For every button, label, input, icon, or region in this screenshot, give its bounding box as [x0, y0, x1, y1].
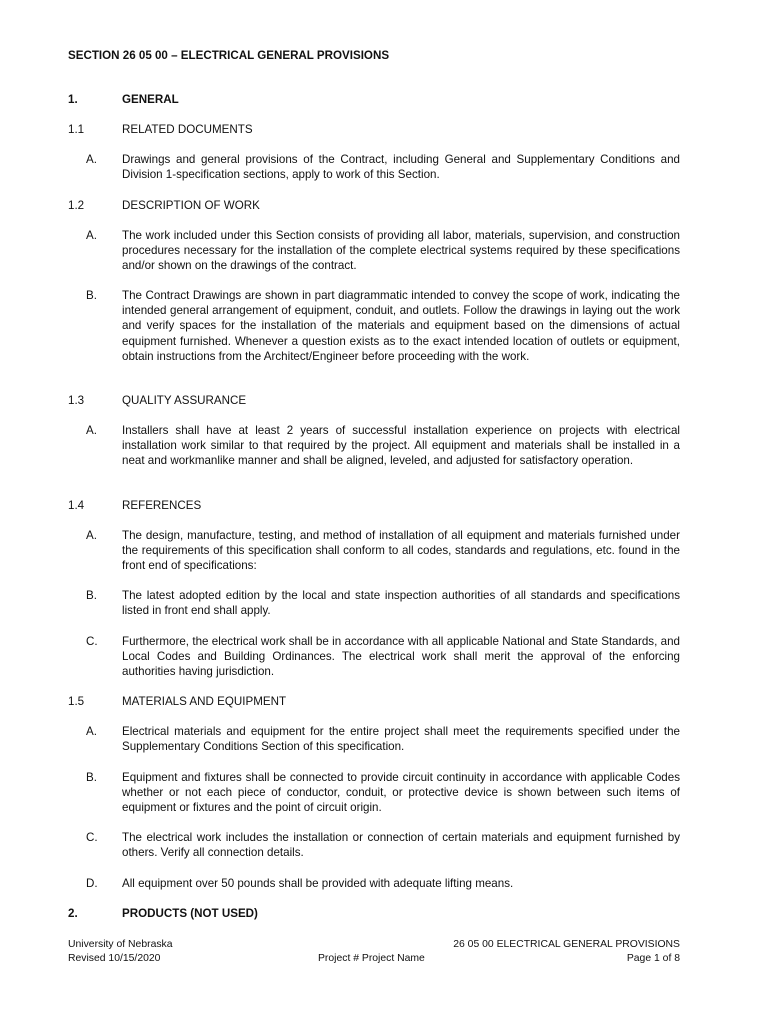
footer-revised-date: Revised 10/15/2020 — [68, 953, 161, 964]
footer-section-name: 26 05 00 ELECTRICAL GENERAL PROVISIONS — [453, 939, 680, 950]
footer-right — [453, 938, 680, 966]
paragraph-1-2-a: A. The work included under this Section consists of providing all labor, materials, supervision, and construction procedures necessary for the installation of the complete electrical systems required by these specifications and/or shown on the drawings of the contract. — [86, 229, 680, 273]
paragraph-1-4-b: B. The latest adopted edition by the local and state inspection authorities of all standards and specifications listed in front end shall apply. — [86, 589, 680, 618]
article-1-4-heading: 1.4 REFERENCES — [68, 499, 202, 512]
paragraph-1-5-a: A. Electrical materials and equipment for the entire project shall meet the requirements specified under the Supplementary Conditions Section of this specification. — [86, 725, 680, 754]
footer-page-number: Page 1 of 8 — [626, 953, 680, 964]
article-1-1-heading: 1.1 RELATED DOCUMENTS — [68, 123, 253, 136]
paragraph-1-3-a: A. Installers shall have at least 2 years of successful installation experience on projects with electrical installation work similar to that required by the project. All equipment and materials shall be installed in a neat and workmanlike manner and shall be aligned, leveled, and adjusted for satisfactory operation. — [86, 424, 680, 468]
paragraph-1-5-c: C. The electrical work includes the installation or connection of certain materials and equipment furnished by others. Verify all connection details. — [86, 831, 680, 860]
paragraph-1-1-a: A. Drawings and general provisions of the Contract, including General and Supplementary Conditions and Division 1-specification sections, apply to work of this Section. — [86, 153, 680, 182]
article-1-5-heading: 1.5 MATERIALS AND EQUIPMENT — [68, 695, 287, 708]
footer-organization: University of Nebraska — [68, 939, 173, 950]
footer-project: Project # Project Name — [318, 953, 425, 964]
section-title: SECTION 26 05 00 – ELECTRICAL GENERAL PROVISIONS — [68, 49, 390, 62]
paragraph-1-5-d: D. All equipment over 50 pounds shall be provided with adequate lifting means. — [86, 877, 514, 890]
part-2-heading: 2. PRODUCTS (NOT USED) — [68, 907, 258, 920]
paragraph-1-4-c: C. Furthermore, the electrical work shall be in accordance with all applicable National and State Standards, and Local Codes and Building Ordinances. The electrical work shall merit the approval of the enforcing authorities having jurisdiction. — [86, 635, 680, 679]
paragraph-1-5-b: B. Equipment and fixtures shall be connected to provide circuit continuity in accordance with applicable Codes whether or not each piece of conductor, conduit, or protective device is shown between such items of equipment or fixtures and the point of circuit origin. — [86, 771, 680, 815]
paragraph-1-2-b: B. The Contract Drawings are shown in part diagrammatic intended to convey the scope of work, indicating the intended general arrangement of equipment, conduit, and outlets. Follow the drawings in laying out the work and verify spaces for the installation of the materials and equipment based on the dimensions of actual equipment furnished. Whenever a question exists as to the exact intended location of outlets or equipment, obtain instructions from the Architect/Engineer before proceeding with the work. — [86, 289, 680, 363]
article-1-3-heading: 1.3 QUALITY ASSURANCE — [68, 394, 247, 407]
part-1-heading: 1. GENERAL — [68, 93, 179, 106]
paragraph-1-4-a: A. The design, manufacture, testing, and method of installation of all equipment and materials furnished under the requirements of this specification shall conform to all codes, standards and regulations, etc. found in the front end of specifications: — [86, 529, 680, 573]
footer-left — [68, 938, 173, 966]
article-1-2-heading: 1.2 DESCRIPTION OF WORK — [68, 199, 260, 212]
